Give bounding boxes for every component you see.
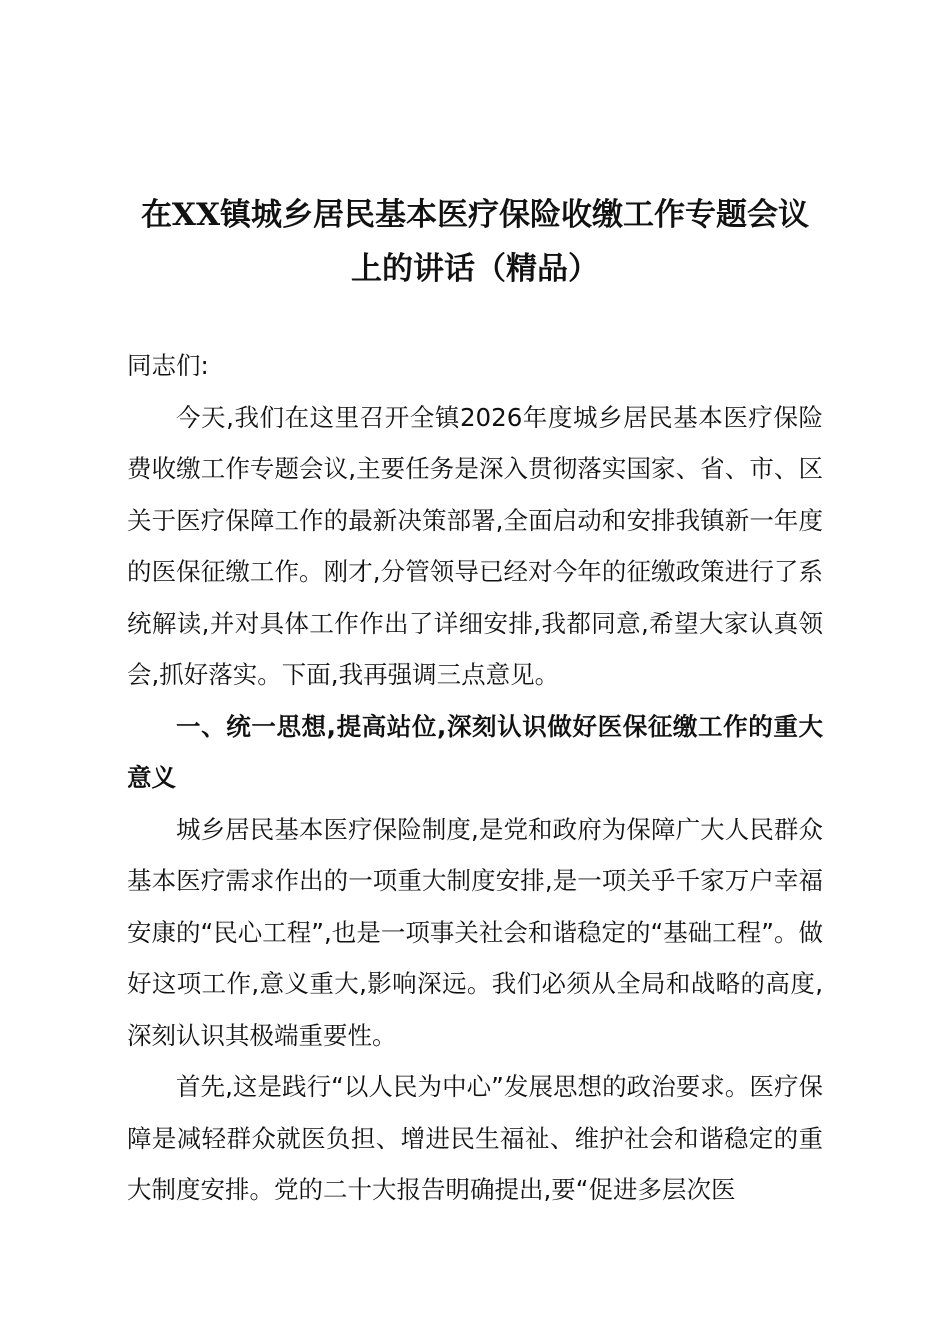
section-1-heading: 一、统一思想,提高站位,深刻认识做好医保征缴工作的重大意义 (127, 711, 823, 792)
document-title (120, 188, 830, 296)
salutation: 同志们: (127, 351, 209, 380)
title-line-1: 在XX镇城乡居民基本医疗保险收缴工作专题会议 (140, 197, 810, 233)
section-1-paragraph-2: 首先,这是践行“以人民为中心”发展思想的政治要求。医疗保障是减轻群众就医负担、增进民生福祉、维护社会和谐稳定的重大制度安排。党的二十大报告明确提出,要“促进多层次医 (127, 1072, 823, 1204)
title-line-2: 上的讲话（精品） (351, 251, 599, 287)
intro-paragraph: 今天,我们在这里召开全镇2026年度城乡居民基本医疗保险费收缴工作专题会议,主要任务是深入贯彻落实国家、省、市、区关于医疗保障工作的最新决策部署,全面启动和安排我镇新一年度的医保征缴工作。刚才,分管领导已经对今年的征缴政策进行了系统解读,并对具体工作作出了详细安排,我都同意,希望大家认真领会,抓好落实。下面,我再强调三点意见。 (127, 402, 823, 689)
section-1-paragraph-1: 城乡居民基本医疗保险制度,是党和政府为保障广大人民群众基本医疗需求作出的一项重大制度安排,是一项关乎千家万户幸福安康的“民心工程”,也是一项事关社会和谐稳定的“基础工程”。做好这项工作,意义重大,影响深远。我们必须从全局和战略的高度,深刻认识其极端重要性。 (127, 814, 823, 1050)
document-body (127, 340, 823, 1216)
